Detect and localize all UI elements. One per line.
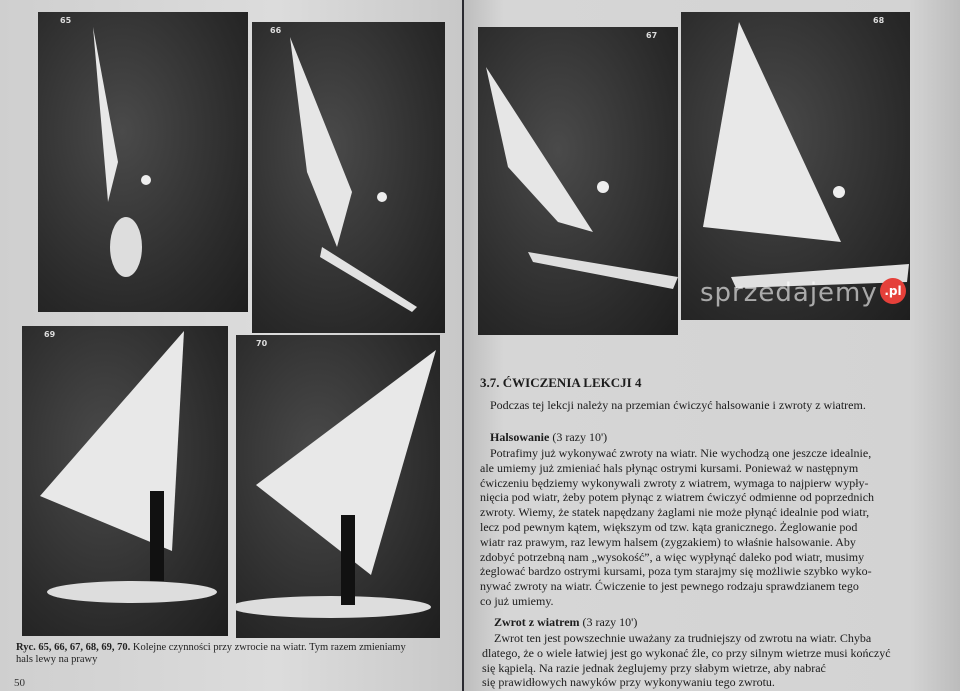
- photo-number: 65: [60, 16, 72, 25]
- text-line: ale umiemy już zmieniać hals płynąc ostrymi kursami. Ponieważ w następnym: [480, 460, 859, 475]
- text-line: zdobyć potrzebną nam „wysokość”, a więc wypłynąć daleko pod wiatr, musimy: [480, 549, 865, 564]
- zwrot-meta: (3 razy 10'): [582, 615, 638, 629]
- zwrot-heading: [494, 615, 637, 630]
- watermark-badge: .pl: [880, 278, 906, 304]
- photo-65: [38, 12, 248, 312]
- caption-label: Ryc. 65, 66, 67, 68, 69, 70.: [16, 642, 131, 653]
- photo-70: [236, 335, 440, 638]
- text-line: Potrafimy już wykonywać zwroty na wiatr. Nie wychodzą one jeszcze idealnie,: [490, 446, 872, 460]
- photo-67: [478, 27, 678, 335]
- page-number: 50: [14, 677, 25, 689]
- text-line: nywać zwroty na wiatr. Ćwiczenie to jest pewnego rodzaju sprawdzianem tego: [480, 579, 859, 594]
- text-line: Zwrot ten jest powszechnie uważany za trudniejszy od zwrotu na wiatr. Chyba: [494, 631, 872, 645]
- photo-number: 66: [270, 26, 282, 35]
- halsowanie-title: Halsowanie: [490, 430, 550, 444]
- halsowanie-heading: [490, 430, 607, 445]
- text-line: dlatego, że o wiele łatwiej jest go wykonać źle, co przy silnym wietrze musi kończyć: [482, 645, 891, 660]
- text-line: zwroty. Wiemy, że statek napędzany żaglami nie może płynąć idealnie pod wiatr,: [480, 505, 870, 520]
- text-line: co już umiemy.: [480, 594, 554, 608]
- photo-number: 68: [873, 16, 885, 25]
- text-line: się prawidłowych nawyków przy wykonywaniu tego zwrotu.: [482, 675, 775, 690]
- photo-number: 67: [646, 31, 658, 40]
- text-line: się kąpielą. Na razie jednak żeglujemy przy słabym wietrze, aby nabrać: [482, 660, 826, 675]
- caption-line-2: hals lewy na prawy: [16, 654, 98, 665]
- caption-line-1: Kolejne czynności przy zwrocie na wiatr. Tym razem zmieniamy: [132, 642, 406, 653]
- intro-text: Podczas tej lekcji należy na przemian ćwiczyć halsowanie i zwroty z wiatrem.: [490, 398, 866, 412]
- photo-number: 69: [44, 330, 56, 339]
- figure-caption: [16, 642, 456, 666]
- photo-69: [22, 326, 228, 636]
- section-heading: 3.7. ĆWICZENIA LEKCJI 4: [480, 375, 642, 390]
- watermark: sprzedajemy: [700, 278, 878, 308]
- text-line: żeglować bardzo ostrymi kursami, poza tym starajmy się możliwie szybko wyko-: [480, 564, 872, 579]
- text-line: ćwiczeniu będziemy wykonywali zwroty z wiatrem, wymaga to najpierw wypły-: [480, 475, 869, 490]
- text-line: nięcia pod wiatr, żeby potem płynąc z wiatrem ćwiczyć odmienne od poprzednich: [480, 490, 875, 505]
- photo-66: [252, 22, 445, 333]
- zwrot-title: Zwrot z wiatrem: [494, 615, 580, 629]
- text-line: wiatr raz prawym, raz lewym halsem (zygzakiem) to właśnie halsowanie. Aby: [480, 534, 856, 549]
- text-line: lecz pod pewnym kątem, większym od tzw. kąta granicznego. Żeglowanie pod: [480, 520, 858, 534]
- photo-68: [681, 12, 910, 320]
- photo-number: 70: [256, 339, 268, 348]
- halsowanie-meta: (3 razy 10'): [552, 430, 608, 444]
